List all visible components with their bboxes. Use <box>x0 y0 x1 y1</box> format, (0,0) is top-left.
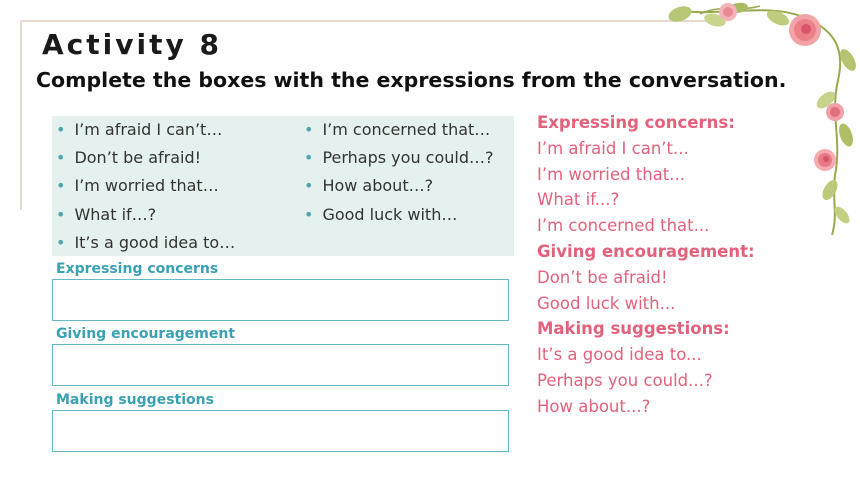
rose-vine-decoration <box>660 0 860 240</box>
expression-item: • Don’t be afraid! <box>56 148 202 167</box>
expression-item: • Perhaps you could…? <box>304 148 494 167</box>
label-making-suggestions: Making suggestions <box>56 392 214 408</box>
expression-item: • How about…? <box>304 176 434 195</box>
answer-line: How about...? <box>537 396 651 416</box>
answer-box-concerns[interactable] <box>52 279 509 321</box>
answer-line: Good luck with... <box>537 293 676 313</box>
answer-line: Perhaps you could...? <box>537 370 713 390</box>
answer-heading: Making suggestions: <box>537 319 730 339</box>
answer-line: I’m concerned that... <box>537 216 710 236</box>
expressions-box <box>52 116 514 256</box>
bullet-icon: • <box>56 205 66 224</box>
bullet-icon: • <box>304 176 314 195</box>
frame-left-line <box>20 20 22 210</box>
label-expressing-concerns: Expressing concerns <box>56 261 219 277</box>
answer-line: What if...? <box>537 190 620 210</box>
answer-heading: Giving encouragement: <box>537 241 755 261</box>
bullet-icon: • <box>304 120 314 139</box>
expression-item: • I’m afraid I can’t… <box>56 120 223 139</box>
activity-title: Activity 8 <box>42 28 222 61</box>
expression-item: • Good luck with… <box>304 205 458 224</box>
bullet-icon: • <box>56 148 66 167</box>
bullet-icon: • <box>304 205 314 224</box>
expression-item: • What if…? <box>56 205 157 224</box>
bullet-icon: • <box>56 176 66 195</box>
answer-line: I’m afraid I can’t... <box>537 138 689 158</box>
answer-box-suggestions[interactable] <box>52 410 509 452</box>
bullet-icon: • <box>56 233 66 252</box>
frame-top-line <box>20 20 720 22</box>
answer-line: It’s a good idea to... <box>537 345 702 365</box>
instruction-text: Complete the boxes with the expressions from the conversation. <box>36 68 787 92</box>
expression-item: • I’m concerned that… <box>304 120 491 139</box>
answer-line: I’m worried that... <box>537 164 685 184</box>
expression-item: • It’s a good idea to… <box>56 233 236 252</box>
answer-line: Don’t be afraid! <box>537 267 668 287</box>
bullet-icon: • <box>304 148 314 167</box>
expression-item: • I’m worried that… <box>56 176 219 195</box>
bullet-icon: • <box>56 120 66 139</box>
answer-box-encouragement[interactable] <box>52 344 509 386</box>
label-giving-encouragement: Giving encouragement <box>56 326 236 342</box>
answer-heading: Expressing concerns: <box>537 113 735 132</box>
